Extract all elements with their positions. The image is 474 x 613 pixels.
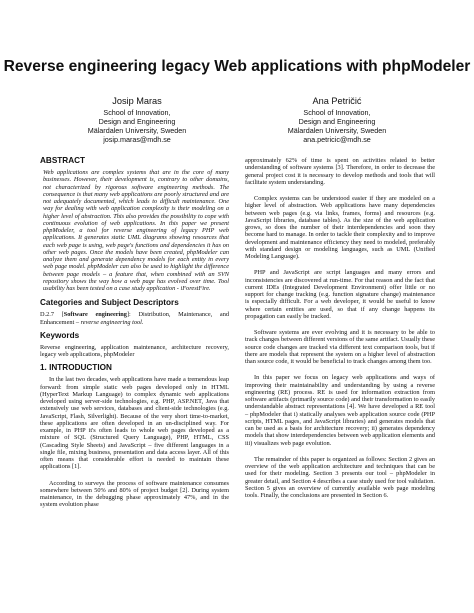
author-affiliation-line: Design and Engineering bbox=[98, 117, 176, 126]
body-paragraph-1: approximately 62% of time is spent on activities related to better understanding of software systems [3]. Therefore, in order to decrease the general project cost it is necessary to develop methods and tools that will facilitate system understanding. bbox=[245, 157, 435, 186]
body-paragraph-6: The remainder of this paper is organized as follows: Section 2 gives an overview of the web application architecture and techniques that can be used for their modeling. Section 3 presents our tool – phpModeler in greater detail, and Section 4 describes a case study used for tool validation. Section 5 gives an overview of currently available web page modeling tools. Finally, the conclusions are presented in Section 6. bbox=[245, 455, 435, 499]
right-column bbox=[245, 157, 435, 502]
category-code: D.2.7 [ bbox=[40, 311, 64, 319]
abstract-text: Web applications are complex systems that are in the core of many businesses. However, their development is, contrary to other domains, not characterized by rigorous software engineering methods. The consequence is that many web applications are poorly structured and are not adequately documented, which leads to difficult maintenance. One way for dealing with web application complexity is their modeling on a higher level of abstraction. This also provides the possibility to cope with continuous evolution of web applications. In this paper we present phpModeler, a tool for reverse engineering of legacy PHP web applications. It generates static UML diagrams showing resources that each web page is using, web page's functions and dependencies it has on other web pages. Once the models have been created, phpModeler can analyze them and generate dependency models for each entity in every web page model. phpModeler can also be used to highlight the difference between page models – a feature that, when combined with an SVN repository shows the way how a web page has evolved over time. Tool usability has been tested on a case study application - iForestFire. bbox=[43, 169, 229, 292]
author-email: ana.petricic@mdh.se bbox=[303, 135, 371, 144]
category-rest: ]: Distribution, Maintenance, and Enhancement – bbox=[40, 311, 229, 326]
author-affiliation-line: School of Innovation, bbox=[103, 108, 171, 117]
intro-paragraph-1: In the last two decades, web applications have made a tremendous leap forward: from simple static web pages developed only in HTML (HyperText Markup Language) to complex dynamic web applications developed using server-side technologies, e.g. PHP, ASP.NET, Java that extensively use web services, databases and client-side technologies (e.g. JavaScript, Flash, Silverlight). Because of the very short time-to-market, these applications are often developed in an un-disciplined way. For example, in PHP it's often leads to whole web pages developed as a mixture of SQL (Structured Query Language), PHP, HTML, CSS (Cascading Style Sheets) and JavaScript – five different languages in a single file, mixing business, presentation and data access layer. All of this often means that considerable effort is needed to maintain these applications [1]. bbox=[40, 376, 229, 471]
keywords-heading: Keywords bbox=[40, 330, 80, 340]
paper-title: Reverse engineering legacy Web applications with phpModeler bbox=[3, 58, 471, 75]
author-affiliation-line: Mälardalen University, Sweden bbox=[287, 126, 387, 135]
author-block-2 bbox=[237, 96, 437, 144]
body-paragraph-4: Software systems are ever evolving and it is necessary to be able to track changes between different versions of the same artifact. Usually these source code changes are tracked via different text comparison tools, but if there are models that represent the system on a higher level of abstraction than source code, it would be beneficial to track changes among them too. bbox=[245, 329, 435, 365]
author-block-1 bbox=[37, 96, 237, 144]
author-name: Ana Petričić bbox=[312, 96, 362, 106]
author-affiliation-line: Mälardalen University, Sweden bbox=[87, 126, 187, 135]
left-column bbox=[40, 154, 229, 512]
keywords-text: Reverse engineering, application maintenance, architecture recovery, legacy web applications, phpModeler bbox=[40, 343, 229, 358]
categories-text bbox=[40, 311, 229, 326]
author-email: josip.maras@mdh.se bbox=[103, 135, 171, 144]
category-term: Software engineering bbox=[63, 311, 127, 319]
body-paragraph-2: Complex systems can be understood easier if they are modeled on a higher level of abstraction. Web applications have many dependencies between web pages (e.g. via links, frames, forms) and resources (e.g. JavaScript libraries, database tables). As the size of the web application grows, so does the number of their interdependencies and soon they become hard to manage. In order to tackle their complexity and to improve development and maintenance efficiency they need to modeled, preferably with standard design or modeling languages, such as UML (Unified Modeling Language). bbox=[245, 195, 435, 260]
body-paragraph-5: In this paper we focus on legacy web applications and ways of improving their maintainability and understanding by using a reverse engineering (RE) process. RE is used for information extraction from software artifacts (primarily source code) and their transformation to easily understandable abstract representations [4]. We have developed a RE tool – phpModeler that i) statically analyses web application source code (PHP scripts, HTML pages, and JavaScript libraries) and generates models that can be used as a basis for architecture recovery; ii) generates dependency models that show interdependencies between web application elements and iii) visualizes web page evolution. bbox=[245, 374, 435, 447]
abstract-heading: ABSTRACT bbox=[40, 156, 86, 165]
body-paragraph-3: PHP and JavaScript are script languages and many errors and inconsistencies are discovered at run-time. For that reason and the fact that current IDEs (Integrated Development Environment) offer little or no support for change tracking (e.g. function signature change) maintenance is especially difficult. For a web developer, it would be useful to know where certain entities are used, so that if any change happens its propagation can easily be tracked. bbox=[245, 269, 435, 320]
introduction-heading: 1. INTRODUCTION bbox=[40, 363, 112, 373]
intro-paragraph-2: According to surveys the process of software maintenance consumes somewhere between 50% and 80% of project budget [2]. During system maintenance, in the debugging phase approximately 47%, and in the system evolution phase bbox=[40, 479, 229, 509]
category-italic: reverse engineering tool. bbox=[80, 318, 144, 326]
author-name: Josip Maras bbox=[112, 96, 162, 106]
author-affiliation-line: School of Innovation, bbox=[303, 108, 371, 117]
author-affiliation-line: Design and Engineering bbox=[298, 117, 376, 126]
categories-heading: Categories and Subject Descriptors bbox=[40, 298, 179, 308]
